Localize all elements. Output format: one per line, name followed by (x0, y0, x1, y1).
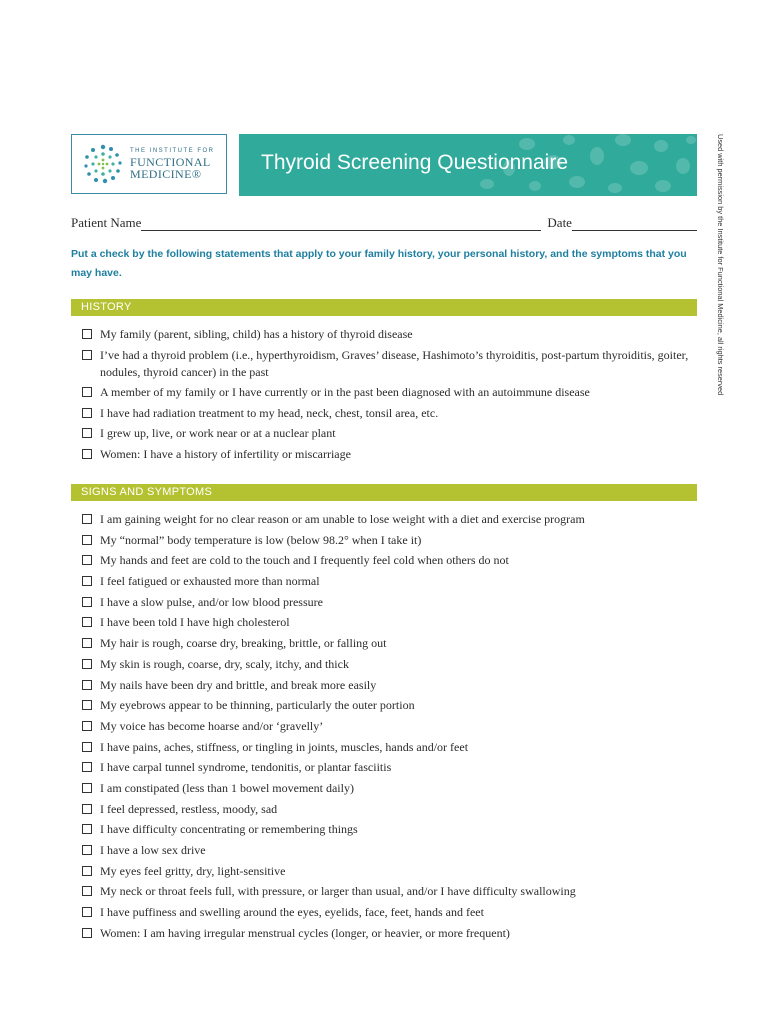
history-item (82, 347, 692, 381)
history-item (82, 384, 692, 401)
checkbox[interactable] (82, 428, 92, 438)
title-banner (239, 134, 697, 196)
symptoms-list (82, 511, 702, 945)
checkbox[interactable] (82, 514, 92, 524)
history-list (82, 326, 692, 467)
symptoms-item-text: My neck or throat feels full, with pressure, or larger than usual, and/or I have difficulty swallowing (100, 884, 576, 899)
logo-line-1: THE INSTITUTE FOR (130, 148, 215, 154)
symptoms-item-text: My hands and feet are cold to the touch and I frequently feel cold when others do not (100, 553, 509, 568)
symptoms-item-text: I am gaining weight for no clear reason or am unable to lose weight with a diet and exercise program (100, 512, 585, 526)
symptoms-item-text: I have pains, aches, stiffness, or tingling in joints, muscles, hands and/or feet (100, 739, 469, 754)
symptoms-item (82, 904, 702, 921)
symptoms-item-text: My eyes feel gritty, dry, light-sensitive (100, 863, 286, 878)
history-item (82, 405, 692, 422)
symptoms-item (82, 532, 702, 549)
checkbox[interactable] (82, 617, 92, 627)
instructions-text: Put a check by the following statements that apply to your family history, your personal history, and the symptoms that you may have. (71, 248, 687, 279)
symptoms-item (82, 780, 702, 797)
logo-line-3: MEDICINE® (130, 167, 202, 181)
history-item-text: A member of my family or I have currently or in the past been diagnosed with an autoimmune disease (100, 385, 590, 400)
page-title: Thyroid Screening Questionnaire (261, 151, 569, 174)
symptoms-item (82, 511, 702, 528)
symptoms-item-text: I have a low sex drive (100, 843, 206, 857)
symptoms-item (82, 739, 702, 756)
checkbox[interactable] (82, 576, 92, 586)
symptoms-item (82, 635, 702, 652)
history-section-header: HISTORY (71, 299, 697, 316)
logo-dots-icon (82, 143, 124, 185)
checkbox[interactable] (82, 555, 92, 565)
symptoms-item (82, 573, 702, 590)
symptoms-item (82, 614, 702, 631)
symptoms-item-text: I feel depressed, restless, moody, sad (100, 801, 278, 816)
symptoms-item-text: My skin is rough, coarse, dry, scaly, itchy, and thick (100, 656, 349, 671)
history-item-text: I’ve had a thyroid problem (i.e., hyperthyroidism, Graves’ disease, Hashimoto’s thyroiditis, post-partum thyroiditis, goiter, nodules, thyroid cancer) in the past (100, 347, 689, 379)
symptoms-item (82, 863, 702, 880)
symptoms-item (82, 842, 702, 859)
checkbox[interactable] (82, 638, 92, 648)
checkbox[interactable] (82, 535, 92, 545)
symptoms-item-text: I have a slow pulse, and/or low blood pressure (100, 594, 323, 609)
checkbox[interactable] (82, 824, 92, 834)
checkbox[interactable] (82, 783, 92, 793)
checkbox[interactable] (82, 742, 92, 752)
checkbox[interactable] (82, 408, 92, 418)
checkbox[interactable] (82, 762, 92, 772)
symptoms-item (82, 801, 702, 818)
symptoms-item-text: Women: I am having irregular menstrual cycles (longer, or heavier, or more frequent) (100, 925, 510, 940)
checkbox[interactable] (82, 804, 92, 814)
checkbox[interactable] (82, 721, 92, 731)
checkbox[interactable] (82, 680, 92, 690)
symptoms-item-text: I have been told I have high cholesterol (100, 615, 290, 630)
symptoms-item-text: My hair is rough, coarse dry, breaking, brittle, or falling out (100, 636, 387, 651)
patient-info-row (71, 213, 697, 231)
symptoms-item (82, 718, 702, 735)
checkbox[interactable] (82, 449, 92, 459)
checkbox[interactable] (82, 659, 92, 669)
symptoms-item-text: I feel fatigued or exhausted more than normal (100, 574, 320, 589)
symptoms-item-text: My nails have been dry and brittle, and break more easily (100, 677, 377, 692)
date-field[interactable] (572, 217, 697, 231)
checkbox[interactable] (82, 907, 92, 917)
symptoms-item (82, 883, 702, 900)
logo-line-2: FUNCTIONAL (130, 155, 211, 169)
symptoms-item (82, 821, 702, 838)
symptoms-section-header: SIGNS AND SYMPTOMS (71, 484, 697, 501)
patient-name-label: Patient Name (71, 215, 142, 230)
permission-note (713, 134, 727, 396)
date-label: Date (547, 215, 572, 230)
permission-note-text: Used with permission by the Institute for Functional Medicine, all rights reserved (716, 134, 725, 396)
checkbox[interactable] (82, 700, 92, 710)
symptoms-item (82, 656, 702, 673)
checkbox[interactable] (82, 928, 92, 938)
symptoms-item-text: My eyebrows appear to be thinning, particularly the outer portion (100, 698, 415, 713)
history-item (82, 425, 692, 442)
symptoms-item (82, 697, 702, 714)
checkbox[interactable] (82, 866, 92, 876)
checkbox[interactable] (82, 845, 92, 855)
checkbox[interactable] (82, 329, 92, 339)
checkbox[interactable] (82, 387, 92, 397)
symptoms-item-text: I have puffiness and swelling around the eyes, eyelids, face, feet, hands and feet (100, 905, 484, 920)
symptoms-item-text: I have carpal tunnel syndrome, tendonitis, or plantar fasciitis (100, 760, 392, 775)
patient-name-field[interactable] (141, 217, 541, 231)
history-item-text: Women: I have a history of infertility or miscarriage (100, 446, 351, 461)
symptoms-item-text: My “normal” body temperature is low (below 98.2° when I take it) (100, 532, 422, 547)
symptoms-item (82, 925, 702, 942)
symptoms-item-text: I have difficulty concentrating or remembering things (100, 822, 358, 837)
checkbox[interactable] (82, 597, 92, 607)
symptoms-item (82, 759, 702, 776)
symptoms-item-text: I am constipated (less than 1 bowel movement daily) (100, 780, 354, 795)
institute-logo (71, 134, 227, 194)
history-item-text: I have had radiation treatment to my head, neck, chest, tonsil area, etc. (100, 405, 439, 420)
symptoms-item (82, 677, 702, 694)
history-item-text: My family (parent, sibling, child) has a history of thyroid disease (100, 327, 413, 341)
symptoms-item (82, 594, 702, 611)
symptoms-item-text: My voice has become hoarse and/or ‘gravelly’ (100, 718, 324, 733)
symptoms-item (82, 552, 702, 569)
checkbox[interactable] (82, 886, 92, 896)
history-item (82, 446, 692, 463)
history-item (82, 326, 692, 343)
checkbox[interactable] (82, 350, 92, 360)
history-item-text: I grew up, live, or work near or at a nuclear plant (100, 426, 336, 441)
